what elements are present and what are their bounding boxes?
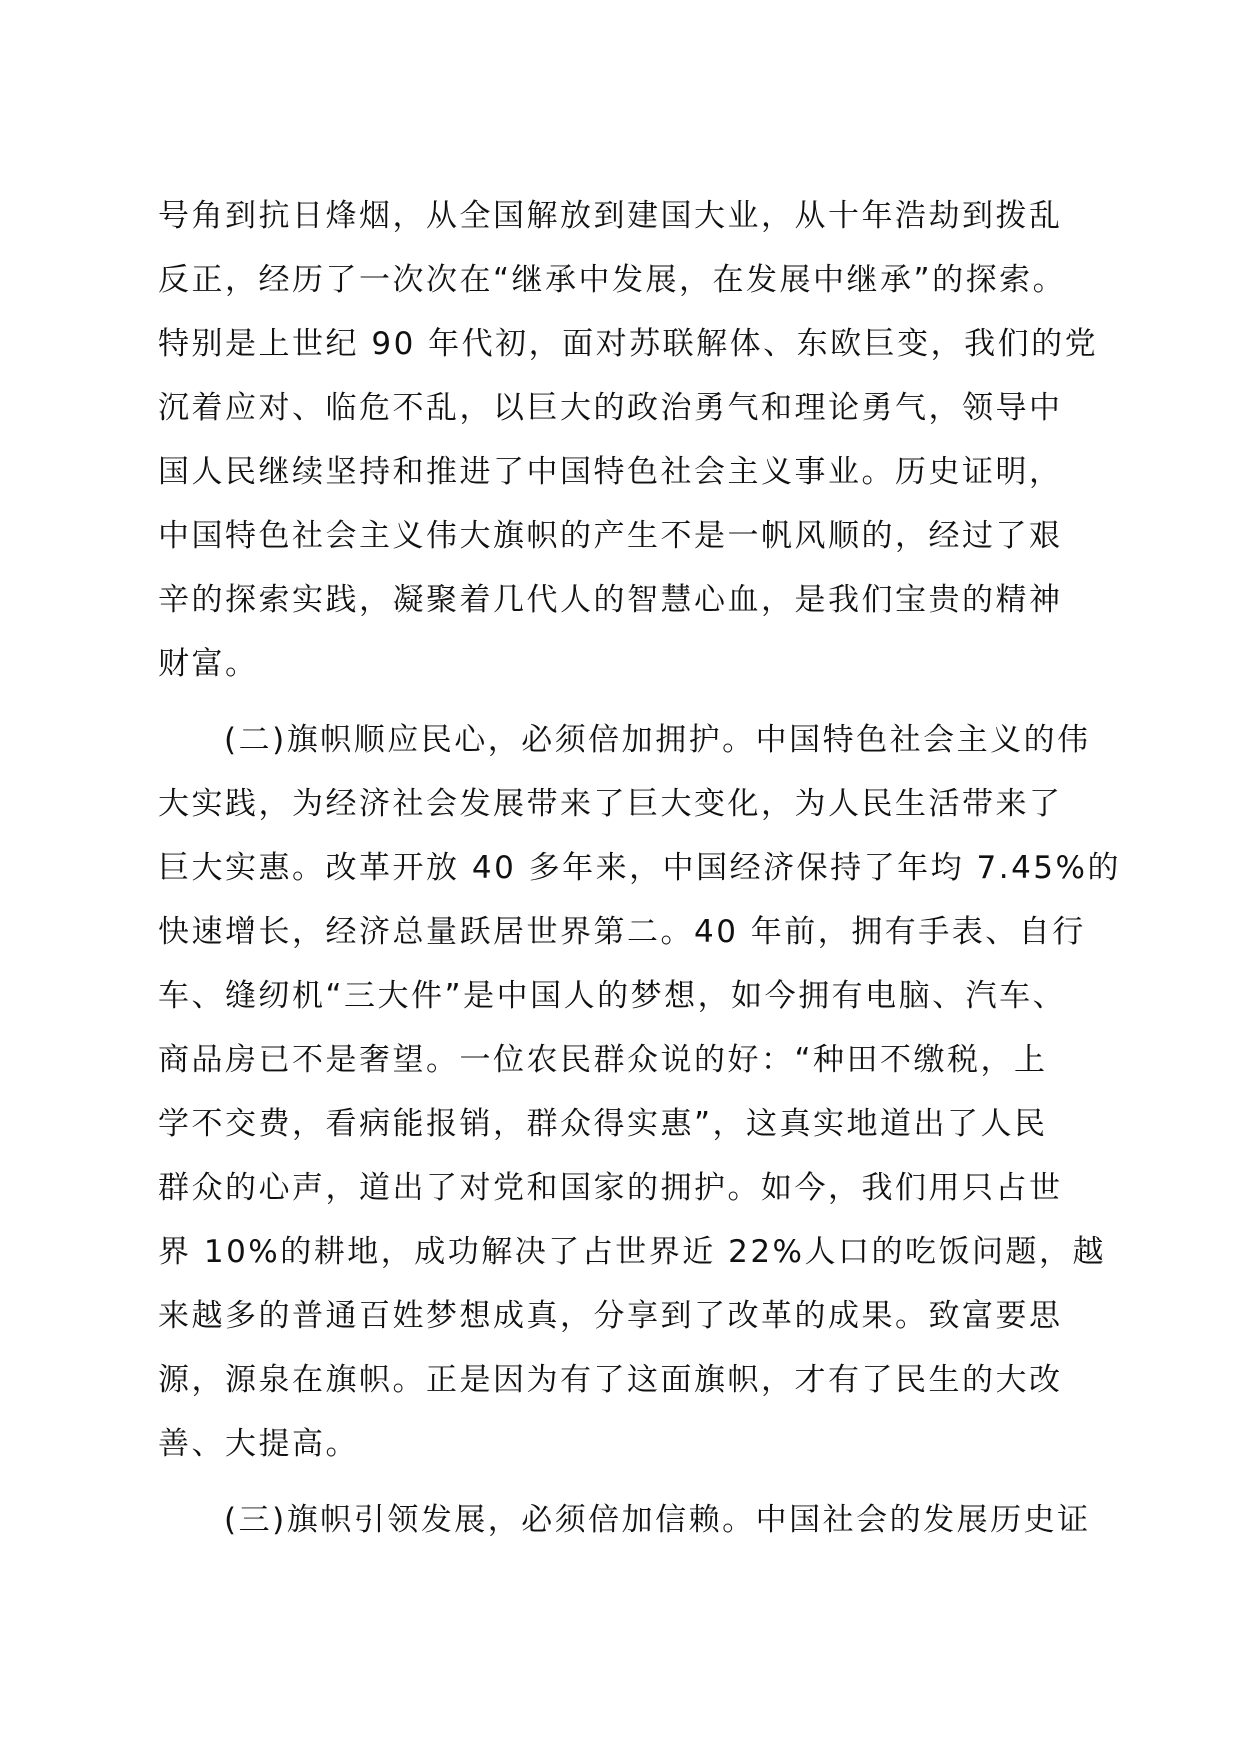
text-line: 界 10%的耕地，成功解决了占世界近 22%人口的吃饭问题，越 [158, 1234, 1107, 1270]
text-line: 特别是上世纪 90 年代初，面对苏联解体、东欧巨变，我们的党 [158, 326, 1099, 362]
paragraph-gap [158, 1476, 1118, 1488]
text-line: 商品房已不是奢望。一位农民群众说的好：“种田不缴税，上 [158, 1042, 1048, 1078]
section-heading-line: (三)旗帜引领发展，必须倍加信赖。中国社会的发展历史证 [224, 1502, 1091, 1538]
text-line: 学不交费，看病能报销，群众得实惠”，这真实地道出了人民 [158, 1106, 1048, 1142]
text-line: 辛的探索实践，凝聚着几代人的智慧心血，是我们宝贵的精神 [158, 582, 1063, 618]
text-line: 国人民继续坚持和推进了中国特色社会主义事业。历史证明， [158, 454, 1063, 490]
text-line: 车、缝纫机“三大件”是中国人的梦想，如今拥有电脑、汽车、 [158, 978, 1067, 1014]
text-line: 善、大提高。 [158, 1426, 359, 1462]
text-line: 巨大实惠。改革开放 40 多年来，中国经济保持了年均 7.45%的 [158, 850, 1121, 886]
body-text [158, 184, 1121, 1552]
text-line: 快速增长，经济总量跃居世界第二。40 年前，拥有手表、自行 [158, 914, 1086, 950]
paragraph-gap [158, 696, 1118, 708]
text-line: 源，源泉在旗帜。正是因为有了这面旗帜，才有了民生的大改 [158, 1362, 1063, 1398]
text-line: 财富。 [158, 646, 259, 682]
text-line: 大实践，为经济社会发展带来了巨大变化，为人民生活带来了 [158, 786, 1063, 822]
text-line: 反正，经历了一次次在“继承中发展，在发展中继承”的探索。 [158, 262, 1067, 298]
text-line: 沉着应对、临危不乱，以巨大的政治勇气和理论勇气，领导中 [158, 390, 1063, 426]
text-line: 中国特色社会主义伟大旗帜的产生不是一帆风顺的，经过了艰 [158, 518, 1063, 554]
text-line: 来越多的普通百姓梦想成真，分享到了改革的成果。致富要思 [158, 1298, 1063, 1334]
text-line: 群众的心声，道出了对党和国家的拥护。如今，我们用只占世 [158, 1170, 1063, 1206]
section-heading-line: (二)旗帜顺应民心，必须倍加拥护。中国特色社会主义的伟 [224, 722, 1091, 758]
text-line: 号角到抗日烽烟，从全国解放到建国大业，从十年浩劫到拨乱 [158, 198, 1063, 234]
